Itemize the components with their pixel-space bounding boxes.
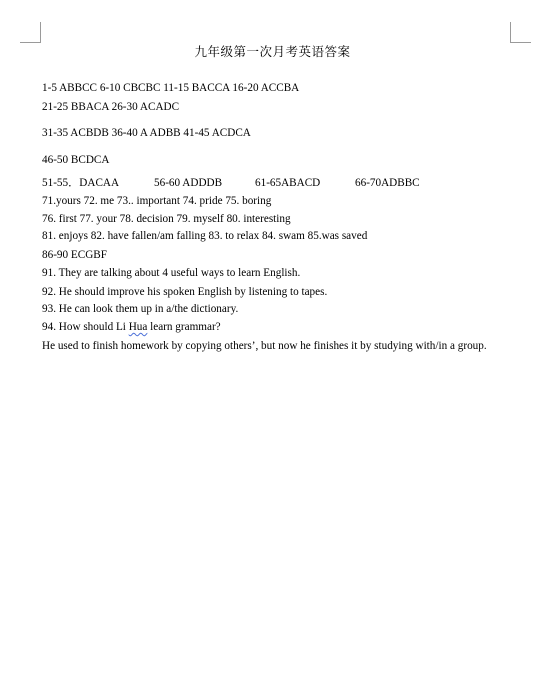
crop-mark-top-left <box>20 22 41 43</box>
answer-group-56-60: 56-60 ADDDB <box>154 177 223 189</box>
answer-95-paragraph: He used to finish homework by copying others’, but now he finishes it by studying with/in a group. <box>42 340 487 352</box>
answer-line-21-30: 21-25 BBACA 26-30 ACADC <box>42 101 180 113</box>
answer-94-text-start: 94. How should Li <box>42 321 129 333</box>
answer-94 <box>42 320 221 334</box>
answer-91: 91. They are talking about 4 useful ways to learn English. <box>42 267 301 279</box>
answer-group-51-55: 51-55．DACAA <box>42 177 120 189</box>
answer-93: 93. He can look them up in a/the dictionary. <box>42 303 239 315</box>
answer-line-81-85: 81. enjoys 82. have fallen/am falling 83. to relax 84. swam 85.was saved <box>42 230 368 242</box>
crop-mark-top-right <box>510 22 531 43</box>
spellcheck-flagged-word: Hua <box>128 321 148 333</box>
answer-line-31-45: 31-35 ACBDB 36-40 A ADBB 41-45 ACDCA <box>42 127 251 139</box>
answer-group-61-65: 61-65ABACD <box>255 177 321 189</box>
document-title: 九年级第一次月考英语答案 <box>194 45 351 59</box>
answer-line-51-70 <box>42 176 512 190</box>
answer-line-86-90: 86-90 ECGBF <box>42 249 107 261</box>
answer-line-76-80: 76. first 77. your 78. decision 79. myself 80. interesting <box>42 213 291 225</box>
answer-line-46-50: 46-50 BCDCA <box>42 154 110 166</box>
answer-line-1-20: 1-5 ABBCC 6-10 CBCBC 11-15 BACCA 16-20 ACCBA <box>42 82 300 94</box>
answer-group-66-70: 66-70ADBBC <box>355 177 420 189</box>
answer-94-text-end: learn grammar? <box>147 321 221 333</box>
answer-line-71-75: 71.yours 72. me 73.. important 74. pride 75. boring <box>42 195 272 207</box>
answer-92: 92. He should improve his spoken English by listening to tapes. <box>42 286 328 298</box>
